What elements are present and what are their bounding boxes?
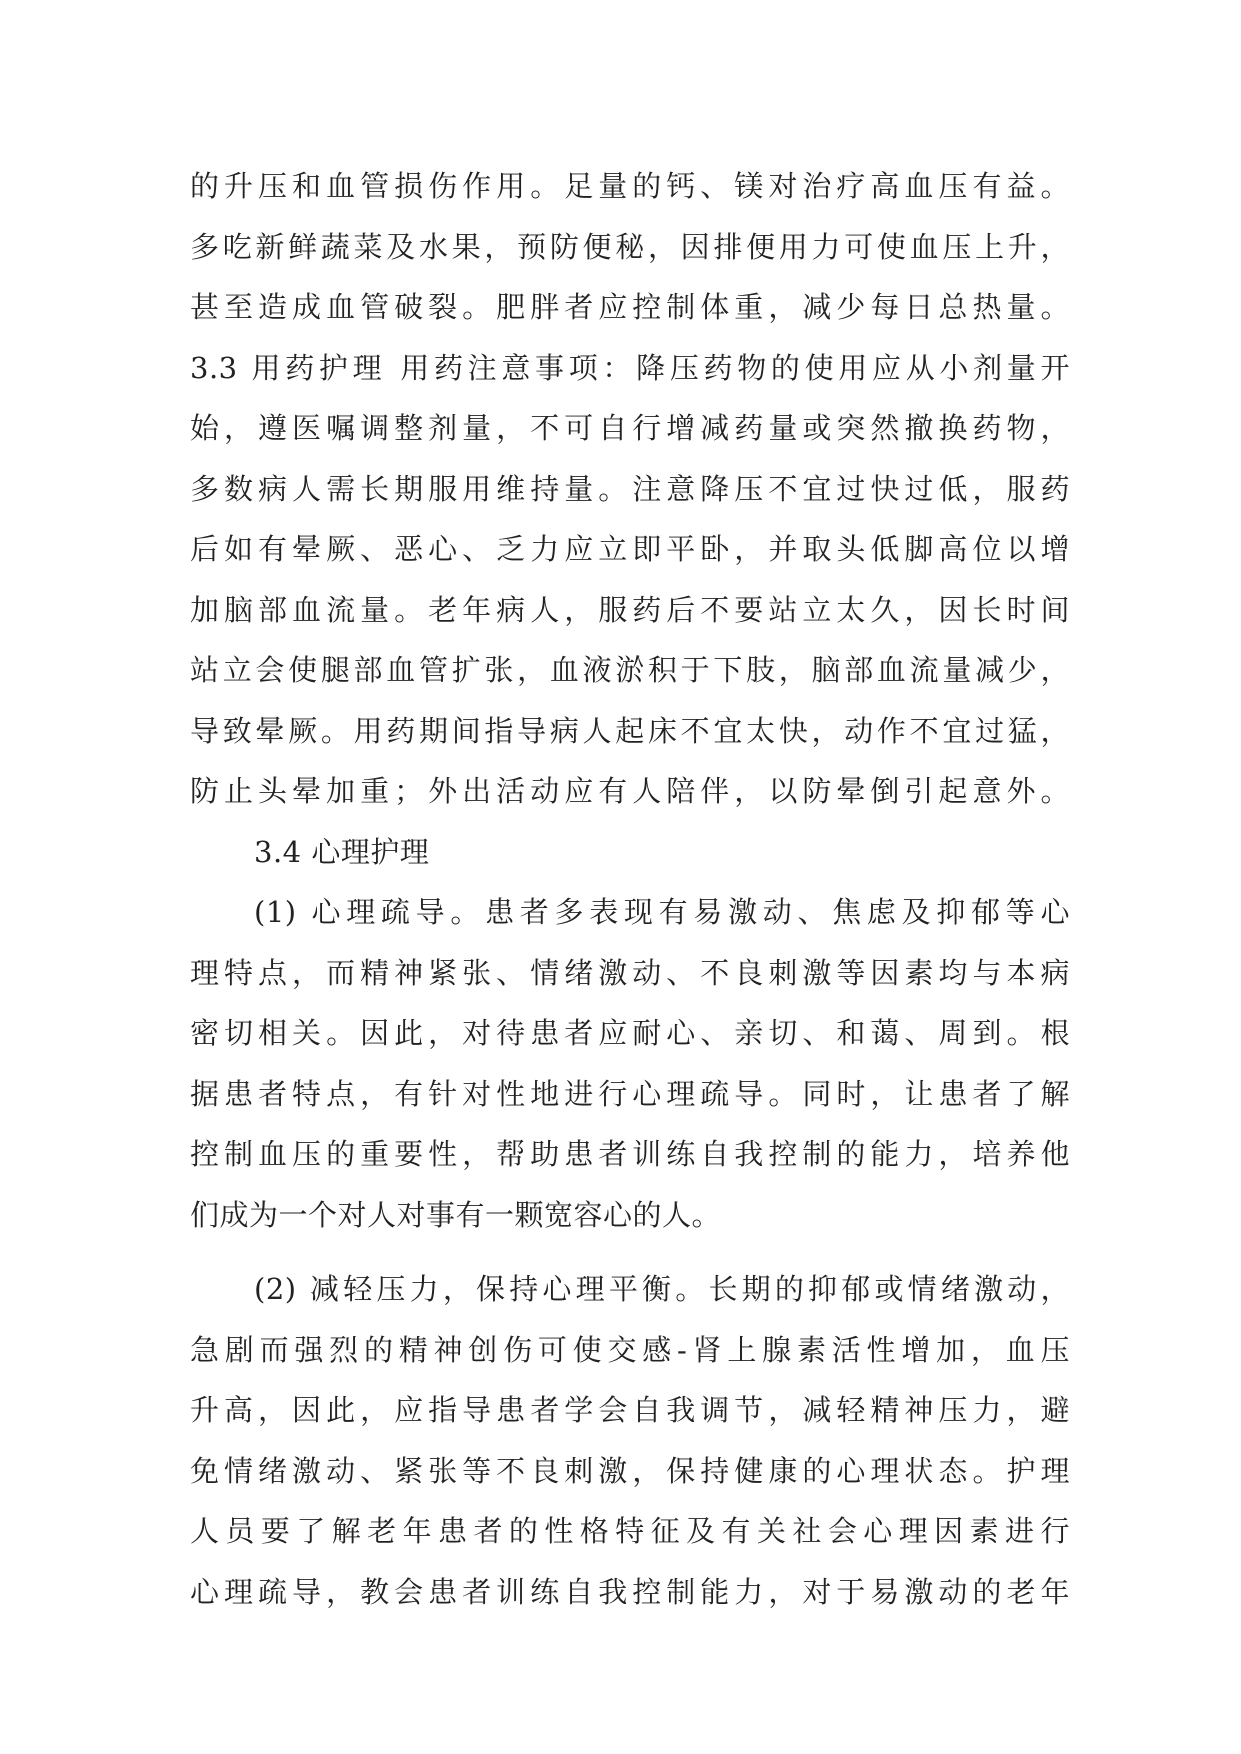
section-3-4-heading: 3.4 心理护理 <box>254 834 430 869</box>
body-text-line: 们成为一个对人对事有一颗宽容心的人。 <box>190 1197 722 1232</box>
body-text-line: 密切相关。因此，对待患者应耐心、亲切、和蔼、周到。根 <box>190 1016 1070 1050</box>
body-text-line: 控制血压的重要性，帮助患者训练自我控制的能力，培养他 <box>190 1137 1070 1171</box>
body-text-line: 始，遵医嘱调整剂量，不可自行增减药量或突然撤换药物， <box>190 411 1070 445</box>
body-text-line: 人员要了解老年患者的性格特征及有关社会心理因素进行 <box>190 1514 1070 1548</box>
body-text-line: 免情绪激动、紧张等不良刺激，保持健康的心理状态。护理 <box>190 1453 1070 1488</box>
body-text-line: 站立会使腿部血管扩张，血液淤积于下肢，脑部血流量减少， <box>190 653 1070 687</box>
body-text-line: 理特点，而精神紧张、情绪激动、不良刺激等因素均与本病 <box>190 955 1070 990</box>
body-text-line: 后如有晕厥、恶心、乏力应立即平卧，并取头低脚高位以增 <box>190 532 1070 566</box>
body-text-line: 急剧而强烈的精神创伤可使交感-肾上腺素活性增加，血压 <box>190 1332 1070 1367</box>
body-text-line: 导致晕厥。用药期间指导病人起床不宜太快，动作不宜过猛， <box>190 713 1070 748</box>
item-2-first-line: (2) 减轻压力，保持心理平衡。长期的抑郁或情绪激动， <box>254 1272 1070 1306</box>
body-text-line: 升高，因此，应指导患者学会自我调节，减轻精神压力，避 <box>190 1393 1070 1427</box>
body-text-line: 心理疏导，教会患者训练自我控制能力，对于易激动的老年 <box>190 1574 1070 1609</box>
section-3-3-line: 3.3 用药护理 用药注意事项：降压药物的使用应从小剂量开 <box>190 350 1070 385</box>
body-text-line: 据患者特点，有针对性地进行心理疏导。同时，让患者了解 <box>190 1076 1070 1111</box>
body-text-line: 多吃新鲜蔬菜及水果，预防便秘，因排便用力可使血压上升， <box>190 229 1070 264</box>
body-text-line: 多数病人需长期服用维持量。注意降压不宜过快过低，服药 <box>190 471 1070 506</box>
body-text-line: 防止头晕加重；外出活动应有人陪伴，以防晕倒引起意外。 <box>190 774 1070 808</box>
item-1-first-line: (1) 心理疏导。患者多表现有易激动、焦虑及抑郁等心 <box>254 895 1070 929</box>
document-body <box>190 156 1070 1622</box>
body-text-line: 的升压和血管损伤作用。足量的钙、镁对治疗高血压有益。 <box>190 169 1070 203</box>
body-text-line: 加脑部血流量。老年病人，服药后不要站立太久，因长时间 <box>190 592 1070 627</box>
paragraph-gap <box>190 1245 1070 1259</box>
body-text-line: 甚至造成血管破裂。肥胖者应控制体重，减少每日总热量。 <box>190 290 1070 324</box>
